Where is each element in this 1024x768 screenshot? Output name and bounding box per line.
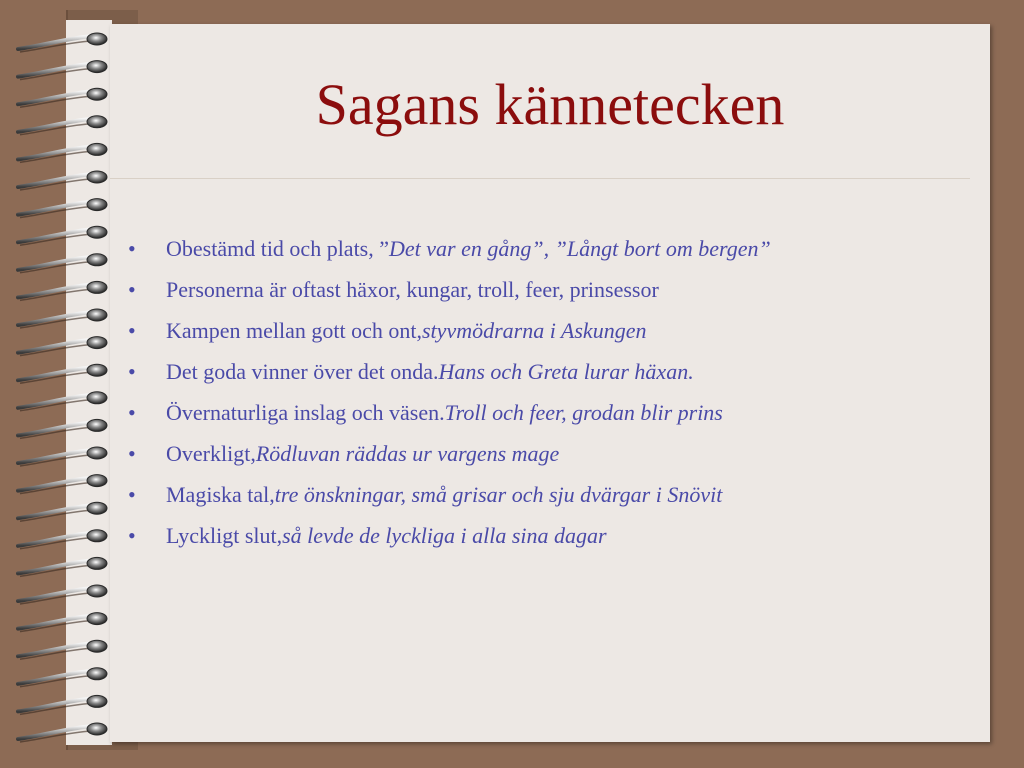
bullet-text: Kampen mellan gott och ont,	[166, 318, 422, 343]
coil-ring	[18, 33, 107, 52]
bullet-icon: •	[128, 482, 136, 507]
coil-ring	[18, 171, 107, 190]
bullet-icon: •	[128, 523, 136, 548]
bullet-text: Obestämd tid och plats, ”	[166, 236, 390, 261]
bullet-text: Det goda vinner över det onda.	[166, 359, 439, 384]
list-item	[120, 474, 980, 515]
coil-ring	[18, 502, 107, 521]
list-item	[120, 515, 980, 556]
coil-ring	[18, 116, 107, 135]
coil-ring	[18, 585, 107, 604]
list-item	[120, 433, 980, 474]
coil-ring	[18, 61, 107, 80]
coil-ring	[18, 640, 107, 659]
bullet-icon: •	[128, 318, 136, 343]
bullet-example: så levde de lyckliga i alla sina dagar	[282, 523, 607, 548]
coil-ring	[18, 337, 107, 356]
bullet-icon: •	[128, 359, 136, 384]
coil-ring	[18, 309, 107, 328]
coil-ring	[18, 88, 107, 107]
coil-ring	[18, 668, 107, 687]
bullet-example: Hans och Greta lurar häxan.	[438, 359, 694, 384]
coil-ring	[18, 254, 107, 273]
bullet-example: tre önskningar, små grisar och sju dvärgar i Snövit	[274, 482, 723, 507]
bullet-icon: •	[128, 400, 136, 425]
coil-ring	[18, 419, 107, 438]
coil-ring	[18, 530, 107, 549]
list-item	[120, 310, 980, 351]
coil-ring	[18, 392, 107, 411]
coil-ring	[18, 281, 107, 300]
coil-ring	[18, 447, 107, 466]
bullet-example: Troll och feer, grodan blir prins	[444, 400, 723, 425]
coil-ring	[18, 143, 107, 162]
bullet-example: Rödluvan räddas ur vargens mage	[255, 441, 560, 466]
slide-title: Sagans kännetecken	[315, 72, 785, 137]
coil-ring	[18, 475, 107, 494]
list-item	[120, 228, 980, 269]
bullet-icon: •	[128, 236, 136, 261]
bullet-text: Overkligt,	[166, 441, 256, 466]
bullet-text: Lyckligt slut,	[166, 523, 283, 548]
list-item	[120, 269, 980, 310]
bullet-icon: •	[128, 277, 136, 302]
bullet-text: Övernaturliga inslag och väsen.	[166, 400, 445, 425]
coil-ring	[18, 199, 107, 218]
list-item	[120, 351, 980, 392]
coil-ring	[18, 613, 107, 632]
bullet-list	[120, 228, 980, 556]
bullet-example: styvmödrarna i Askungen	[422, 318, 647, 343]
bullet-text: Magiska tal,	[166, 482, 275, 507]
bullet-icon: •	[128, 441, 136, 466]
bullet-example: Det var en gång”, ”Långt bort om bergen”	[389, 236, 771, 261]
title-divider	[110, 178, 970, 179]
coil-ring	[18, 723, 107, 742]
list-item	[120, 392, 980, 433]
coil-ring	[18, 557, 107, 576]
coil-ring	[18, 364, 107, 383]
coil-ring	[18, 695, 107, 714]
bullet-text: Personerna är oftast häxor, kungar, troll, feer, prinsessor	[166, 277, 659, 302]
coil-ring	[18, 226, 107, 245]
